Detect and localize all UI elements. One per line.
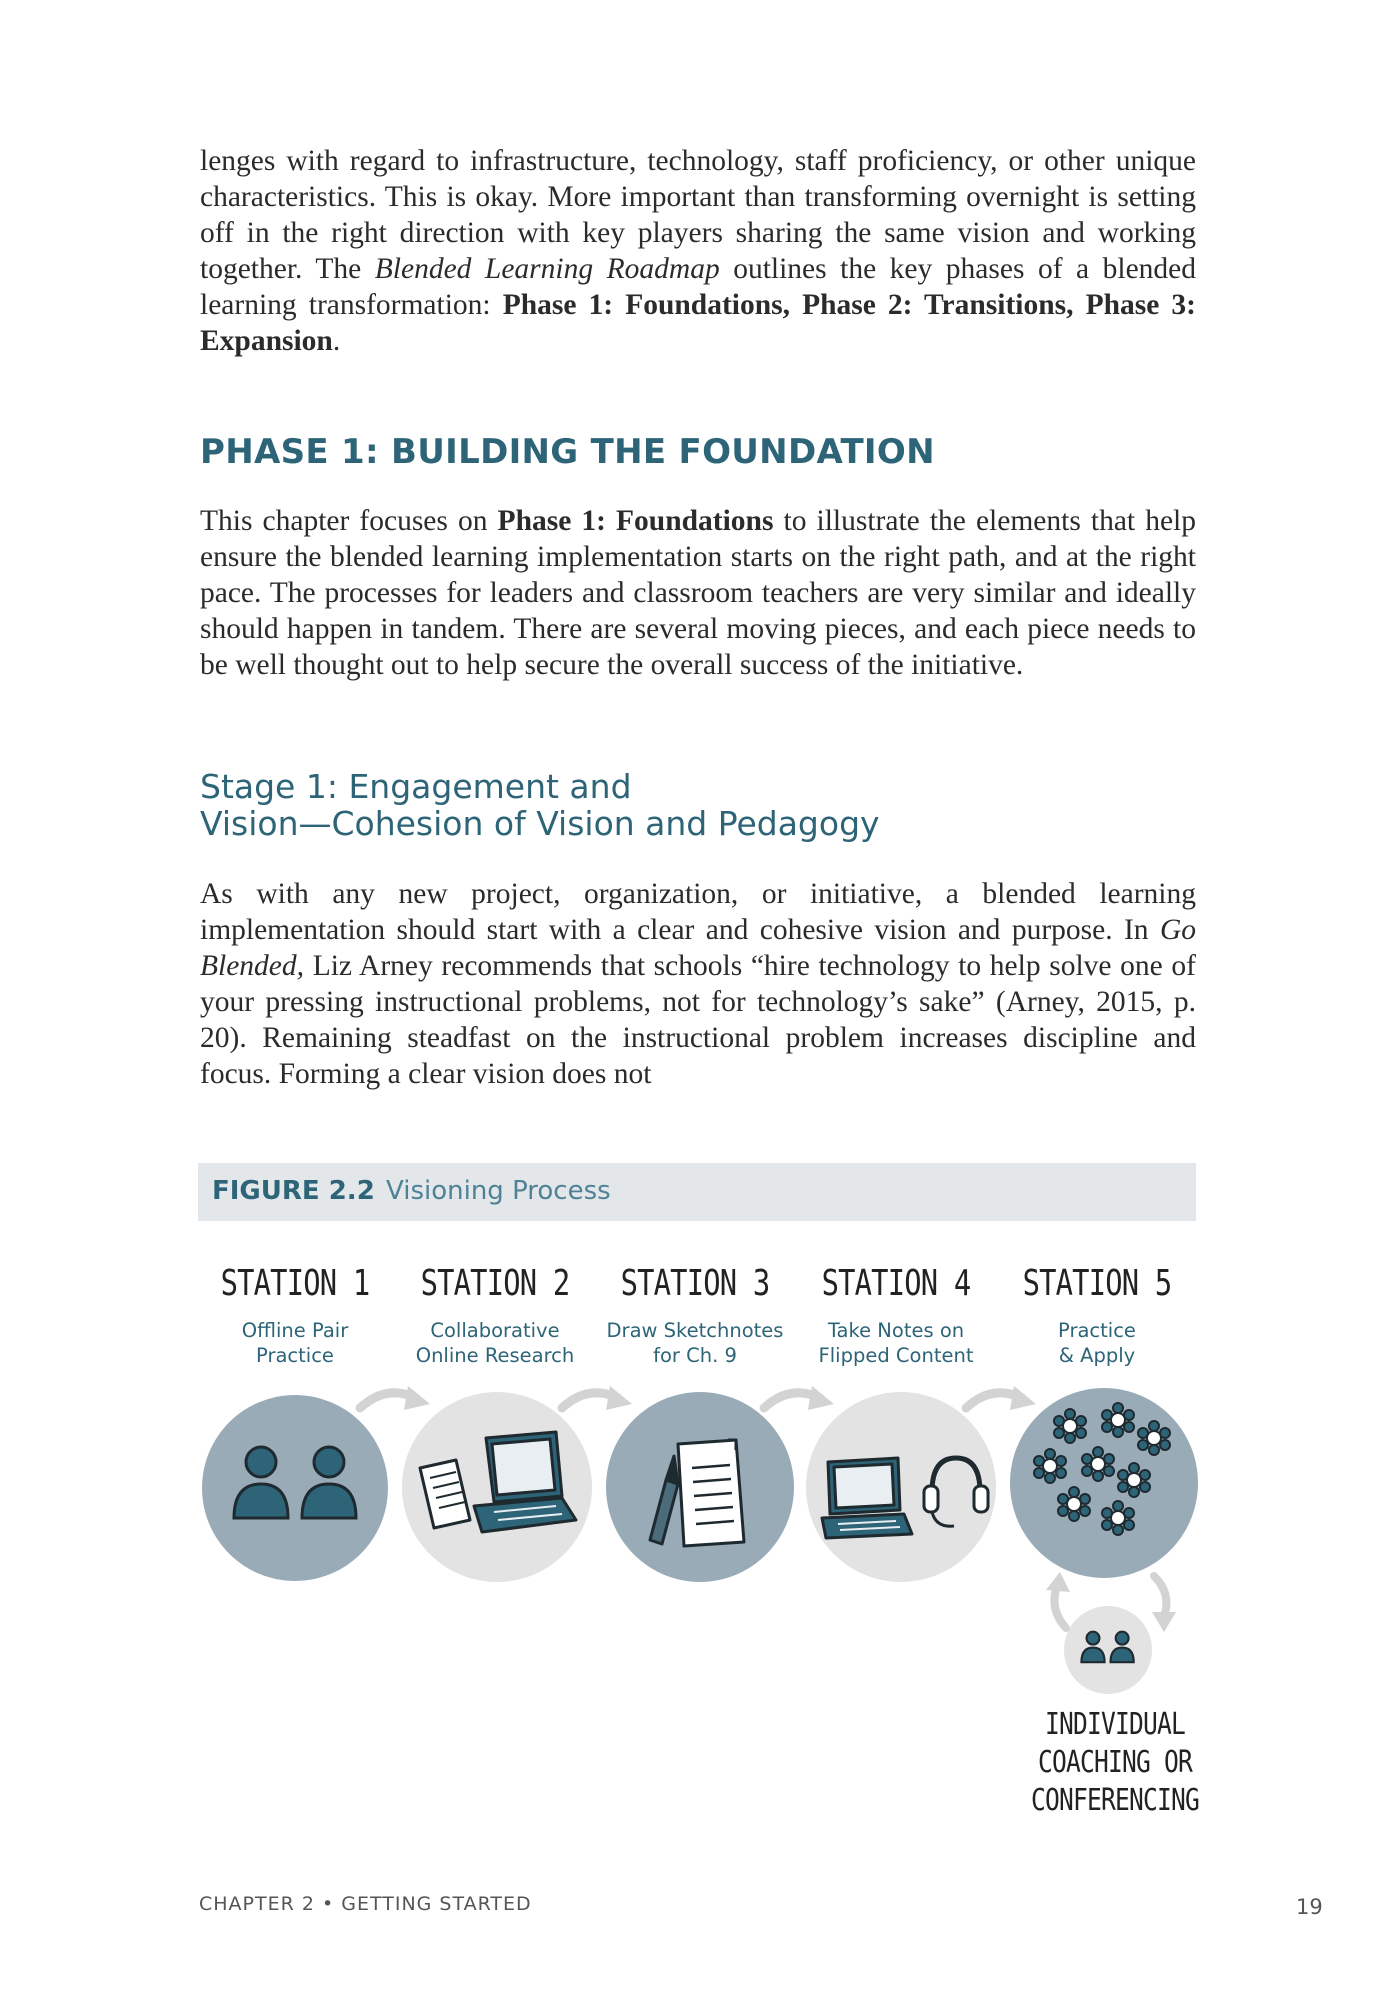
stage-paragraph: As with any new project, organization, or initiative, a blended learning implementation should start with a clear and cohesive vision and purpose. In Go Blended, Liz Arney recommends that schools “hire technology to help solve one of your pressing instructional problems, not for technology’s sake” (Arney, 2015, p. 20). Remaining steadfast on the instructional problem increases discipline and focus. Forming a clear vision does not	[200, 878, 1196, 1090]
phase-heading: PHASE 1: BUILDING THE FOUNDATION	[200, 432, 935, 472]
group-network-icon	[1030, 1408, 1180, 1558]
laptop-headphones-icon	[820, 1448, 990, 1548]
station-4-heading: STATION 4	[821, 1263, 971, 1304]
two-people-icon	[226, 1440, 366, 1530]
station-1-description: Offline Pair Practice	[241, 1319, 349, 1367]
station-2-description: Collaborative Online Research	[415, 1319, 575, 1367]
arrow-icon-3-4	[760, 1378, 840, 1418]
arrow-icon-down	[1142, 1572, 1182, 1632]
chapter-footer: CHAPTER 2 • GETTING STARTED	[199, 1893, 532, 1915]
station-3-description: Draw Sketchnotes for Ch. 9	[606, 1319, 784, 1367]
station-3-heading: STATION 3	[620, 1263, 770, 1304]
arrow-icon-up	[1040, 1572, 1080, 1632]
station-5-heading: STATION 5	[1022, 1263, 1172, 1304]
laptop-document-icon	[416, 1428, 581, 1548]
intro-paragraph: lenges with regard to infrastructure, technology, staff proficiency, or other unique characteristics. This is okay. More important than transforming overnight is setting off in the right direction with key players sharing the same vision and working together. The Blended Learning Roadmap outlines the key phases of a blended learning transformation: Phase 1: Foundations, Phase 2: Transitions, Phase 3: Expansion.	[200, 145, 1197, 357]
pencil-paper-icon	[632, 1420, 772, 1560]
stage-heading-line2: Vision—Cohesion of Vision and Pedagogy	[200, 804, 880, 843]
individual-coaching-label: INDIVIDUAL COACHING OR CONFERENCING	[1031, 1707, 1199, 1818]
stage-heading	[200, 768, 880, 842]
phase-paragraph: This chapter focuses on Phase 1: Foundations to illustrate the elements that help ensure the blended learning implementation starts on the right path, and at the right pace. The processes for leaders and classroom teachers are very similar and ideally should happen in tandem. There are several moving pieces, and each piece needs to be well thought out to help secure the overall success of the initiative.	[200, 505, 1196, 681]
figure-title: Visioning Process	[386, 1176, 611, 1206]
station-2-heading: STATION 2	[420, 1263, 570, 1304]
two-people-icon-small	[1078, 1628, 1138, 1668]
station-1-heading: STATION 1	[220, 1263, 370, 1304]
arrow-icon-2-3	[558, 1378, 638, 1418]
station-5-description: Practice & Apply	[1058, 1319, 1136, 1367]
station-4-description: Take Notes on Flipped Content	[818, 1319, 974, 1367]
arrow-icon-1-2	[356, 1378, 436, 1418]
page-number: 19	[1296, 1895, 1323, 1919]
figure-number: FIGURE 2.2	[212, 1176, 375, 1206]
stage-heading-line1: Stage 1: Engagement and	[200, 767, 632, 806]
